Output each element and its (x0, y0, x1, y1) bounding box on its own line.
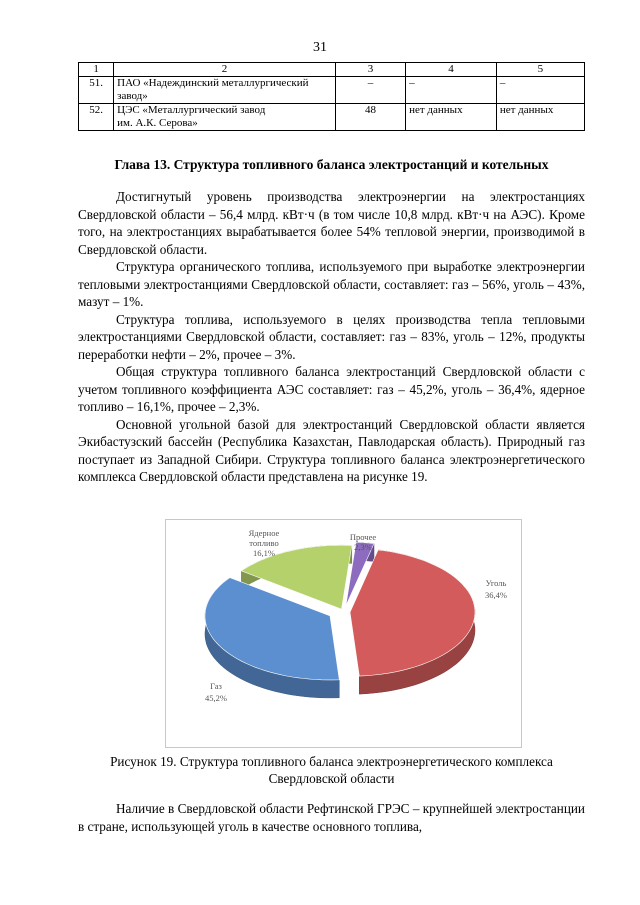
table-header-cell: 2 (114, 63, 336, 77)
table-cell (406, 77, 497, 104)
table-cell: – (335, 77, 405, 104)
paragraph: Структура топлива, используемого в целях производства тепла тепловыми электростанциями Свердловской области, составляет: газ – 83%, уголь – 12%, продукты переработки нефти – 2%, прочее – 3%. (78, 311, 585, 362)
slice-label-name: топливо (249, 538, 279, 548)
figure-frame (165, 519, 522, 748)
chapter-heading: Глава 13. Структура топливного баланса электростанций и котельных (114, 157, 549, 172)
slice-label-name: Уголь (485, 578, 507, 588)
table-cell-value: – (499, 77, 506, 89)
table-header-cell: 3 (335, 63, 405, 77)
table-row (79, 77, 585, 104)
paragraph: Общая структура топливного баланса электростанций Свердловской области с учетом топливного коэффициента АЭС составляет: газ – 45,2%, уголь – 36,4%, ядерное топливо – 16,1%, прочее – 2,3%. (78, 364, 585, 414)
pie-chart (166, 520, 521, 747)
table-cell: нет данных (496, 104, 584, 131)
row-number: 52. (79, 104, 114, 131)
table-header-cell: 5 (496, 63, 584, 77)
figure-caption-line: Рисунок 19. Структура топливного баланса электроэнергетического комплекса (110, 754, 553, 769)
enterprise-name (114, 104, 336, 131)
paragraph: Структура органического топлива, используемого при выработке электроэнергии тепловыми электростанциями Свердловской области, составляет: газ – 56%, уголь – 43%, мазут – 1%. (78, 259, 585, 309)
slice-label-value: 36,4% (485, 590, 507, 600)
paragraph: Наличие в Свердловской области Рефтинской ГРЭС – крупнейшей электростанции в стране, использующей уголь в качестве основного топлива, (78, 801, 585, 834)
enterprise-name-line: завод» (117, 90, 148, 102)
figure-caption (78, 753, 585, 787)
registry-table (78, 62, 585, 131)
slice-label-name: Ядерное (248, 528, 280, 538)
table-row (79, 104, 585, 131)
table-header-cell: 1 (79, 63, 114, 77)
enterprise-name-line: ПАО «Надеждинский металлургический (117, 77, 309, 89)
row-number: 51. (79, 77, 114, 104)
slice-label-value: 2,3% (354, 542, 372, 552)
enterprise-name-line: ЦЭС «Металлургический завод (117, 104, 266, 116)
figure-caption-line: Свердловской области (268, 771, 395, 786)
page-number: 31 (313, 40, 327, 55)
enterprise-name-line: им. А.К. Серова» (117, 117, 198, 129)
slice-label-value: 16,1% (253, 548, 275, 558)
body-text (78, 188, 585, 486)
enterprise-name (114, 77, 336, 104)
table-cell (496, 77, 584, 104)
table-cell: нет данных (406, 104, 497, 131)
paragraph: Достигнутый уровень производства электроэнергии на электростанциях Свердловской области – 56,4 млрд. кВт·ч (в том числе 10,8 млрд. кВт·ч на АЭС). Кроме того, на электростанциях вырабатывается более 54% тепловой энергии, производимой в Свердловской области. (78, 189, 585, 257)
table-cell-value: – (409, 77, 415, 89)
slice-label-name: Прочее (349, 532, 377, 542)
table-header-cell: 4 (406, 63, 497, 77)
table-header-row (79, 63, 585, 77)
slice-label-name: Газ (210, 681, 222, 691)
table-cell: 48 (335, 104, 405, 131)
paragraph: Основной угольной базой для электростанций Свердловской области является Экибастузский бассейн (Республика Казахстан, Павлодарская область). Природный газ поступает из Западной Сибири. Структура топливного баланса электроэнергетического комплекса Свердловской области представлена на рисунке 19. (78, 416, 585, 484)
slice-label-value: 45,2% (205, 693, 227, 703)
body-text (78, 800, 585, 835)
